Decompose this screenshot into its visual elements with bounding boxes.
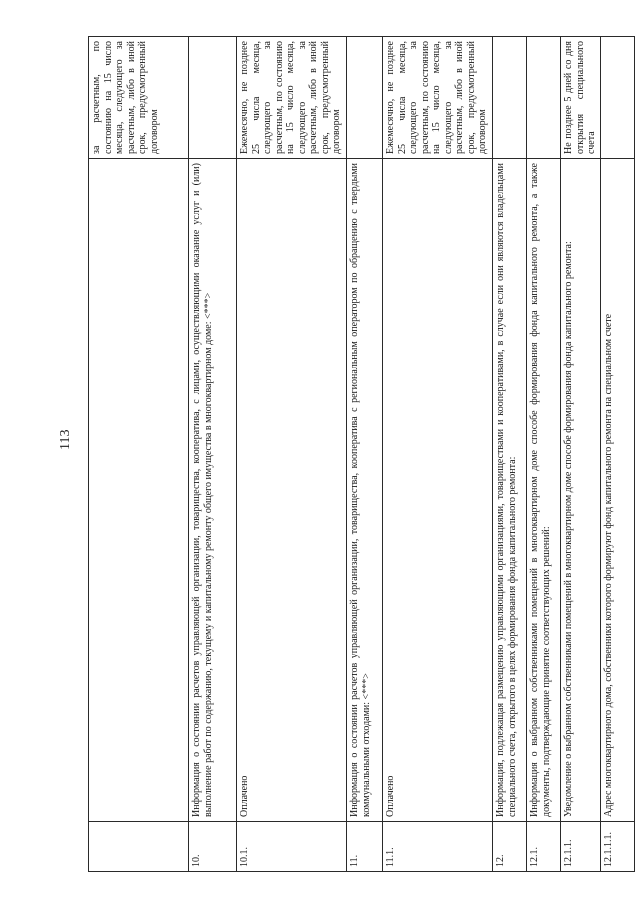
row-deadline: Ежемесячно, не позднее 25 числа месяца, следующего за расчетным, по состоянию на 15 число месяца, следующего за расчетным, либо в иной срок, предусмотренный договором (237, 37, 347, 159)
row-number: 10. (189, 822, 237, 872)
table-row (347, 37, 383, 872)
table-row (527, 37, 561, 872)
row-info: Информация о выбранном собственниками помещений в многоквартирном доме способе формирования фонда капитального ремонта, а также документы, подтверждающие принятие соответствующих решений: (527, 159, 561, 822)
table-row (237, 37, 347, 872)
row-deadline: Ежемесячно, не позднее 25 числа месяца, следующего за расчетным, по состоянию на 15 число месяца, следующего за расчетным, либо в иной срок, предусмотренный договором (383, 37, 493, 159)
table-row (600, 37, 634, 872)
row-deadline (189, 37, 237, 159)
row-number: 12. (493, 822, 527, 872)
row-info: Информация, подлежащая размещению управляющими организациями, товариществами и кооперативами, в случае если они являются владельцами специального счета, открытого в целях формирования фонда капитального ремонта: (493, 159, 527, 822)
row-number: 11. (347, 822, 383, 872)
table-row (561, 37, 601, 872)
table-row (89, 37, 189, 872)
disclosure-table (88, 36, 635, 872)
row-deadline: Не позднее 5 дней со дня открытия специального счета (561, 37, 601, 159)
row-number: 12.1. (527, 822, 561, 872)
row-deadline (347, 37, 383, 159)
page-number: 113 (58, 429, 73, 450)
row-info: Оплачено (383, 159, 493, 822)
row-info (89, 159, 189, 822)
table-row (189, 37, 237, 872)
table-row (383, 37, 493, 872)
row-info: Адрес многоквартирного дома, собственники которого формируют фонд капитального ремонта на специальном счете (600, 159, 634, 822)
row-number: 11.1. (383, 822, 493, 872)
table-row (493, 37, 527, 872)
row-number (89, 822, 189, 872)
rotated-table-container (88, 37, 614, 872)
row-deadline: за расчетным, по состоянию на 15 число месяца, следующего за расчетным, либо в иной срок, предусмотренный договором (89, 37, 189, 159)
row-info: Информация о состоянии расчетов управляющей организации, товарищества, кооператива с региональным оператором по обращению с твердыми коммунальными отходами: <***> (347, 159, 383, 822)
row-deadline (600, 37, 634, 159)
row-number: 10.1. (237, 822, 347, 872)
row-deadline (527, 37, 561, 159)
row-info: Уведомление о выбранном собственниками помещений в многоквартирном доме способе формирования фонда капитального ремонта: (561, 159, 601, 822)
row-number: 12.1.1. (561, 822, 601, 872)
row-info: Информация о состоянии расчетов управляющей организации, товарищества, кооператива, с лицами, осуществляющими оказание услуг и (или) выполнение работ по содержанию, текущему и капитальному ремонту общего имущества в многоквартирном доме: <***> (189, 159, 237, 822)
row-deadline (493, 37, 527, 159)
row-number: 12.1.1.1. (600, 822, 634, 872)
row-info: Оплачено (237, 159, 347, 822)
